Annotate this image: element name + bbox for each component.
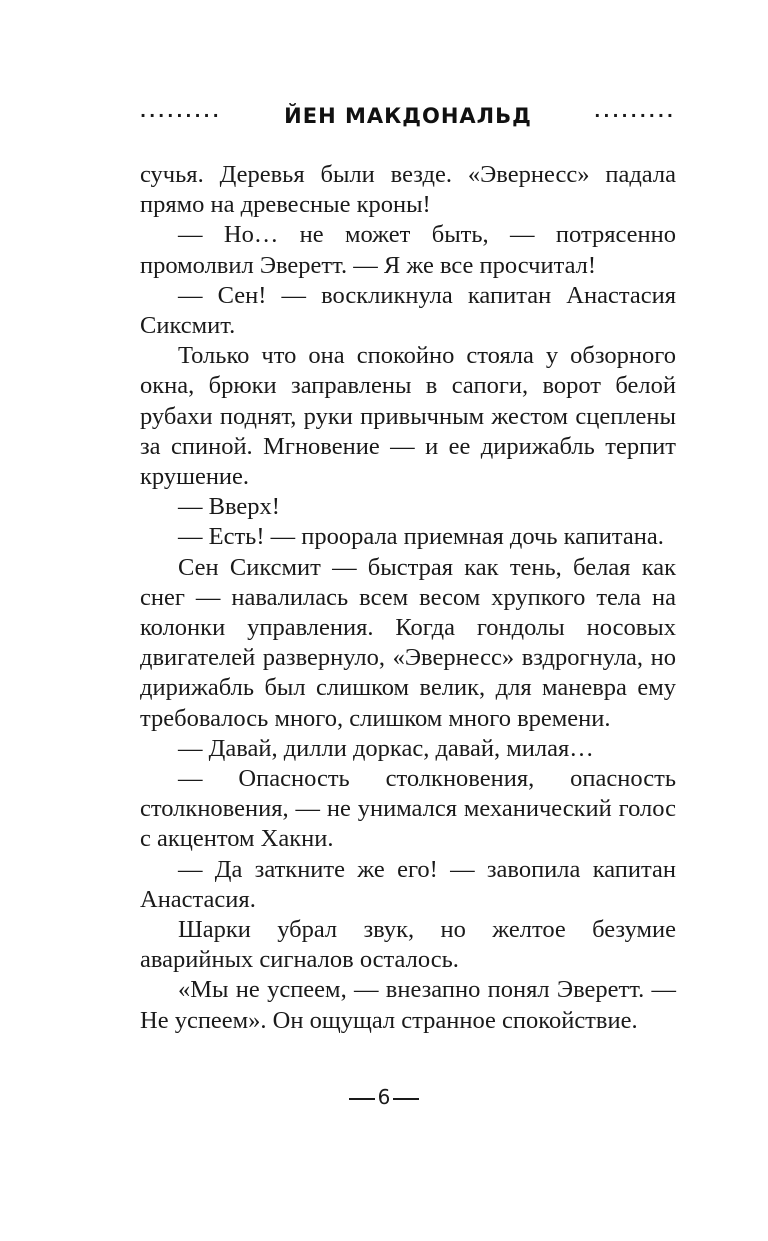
running-head — [140, 99, 676, 133]
paragraph: сучья. Деревья были везде. «Эвернесс» падала прямо на древесные кроны! — [140, 161, 676, 219]
paragraph: Сен Сиксмит — быстрая как тень, белая как снег — навалилась всем весом хрупкого тела на колонки управления. Когда гондолы носовых двигателей развернуло, «Эвернесс» вздрогнула, но дирижабль был слишком велик, для маневра ему требовалось много, слишком много времени. — [140, 553, 676, 732]
paragraph: — Сен! — воскликнула капитан Анастасия Сиксмит. — [140, 281, 676, 340]
body-text — [140, 160, 676, 1036]
right-ornament: ········· — [594, 106, 676, 125]
paragraph: Шарки убрал звук, но желтое безумие аварийных сигналов осталось. — [140, 916, 676, 974]
folio-dash-right — [393, 1098, 419, 1100]
paragraph: — Опасность столкновения, опасность столкновения, — не унимался механический голос с акцентом Хакни. — [140, 765, 676, 853]
paragraph: «Мы не успеем, — внезапно понял Эверетт. — Не успеем». Он ощущал странное спокойствие. — [140, 976, 676, 1034]
author-name: ЙЕН МАКДОНАЛЬД — [284, 104, 532, 128]
paragraph: — Вверх! — [178, 493, 280, 521]
paragraph: — Есть! — проорала приемная дочь капитана. — [178, 523, 664, 551]
folio-dash-left — [349, 1098, 375, 1100]
paragraph: — Но… не может быть, — потрясенно промолвил Эверетт. — Я же все просчитал! — [140, 221, 676, 279]
page-number — [0, 1085, 768, 1109]
paragraph: — Да заткните же его! — завопила капитан Анастасия. — [140, 855, 676, 913]
paragraph: Только что она спокойно стояла у обзорного окна, брюки заправлены в сапоги, ворот белой рубахи поднят, руки привычным жестом сцеплены за спиной. Мгновение — и ее дирижабль терпит крушение. — [140, 342, 676, 491]
paragraph: — Давай, дилли доркас, давай, милая… — [178, 734, 594, 762]
left-ornament: ········· — [140, 106, 222, 125]
page-number-value: 6 — [377, 1085, 391, 1109]
